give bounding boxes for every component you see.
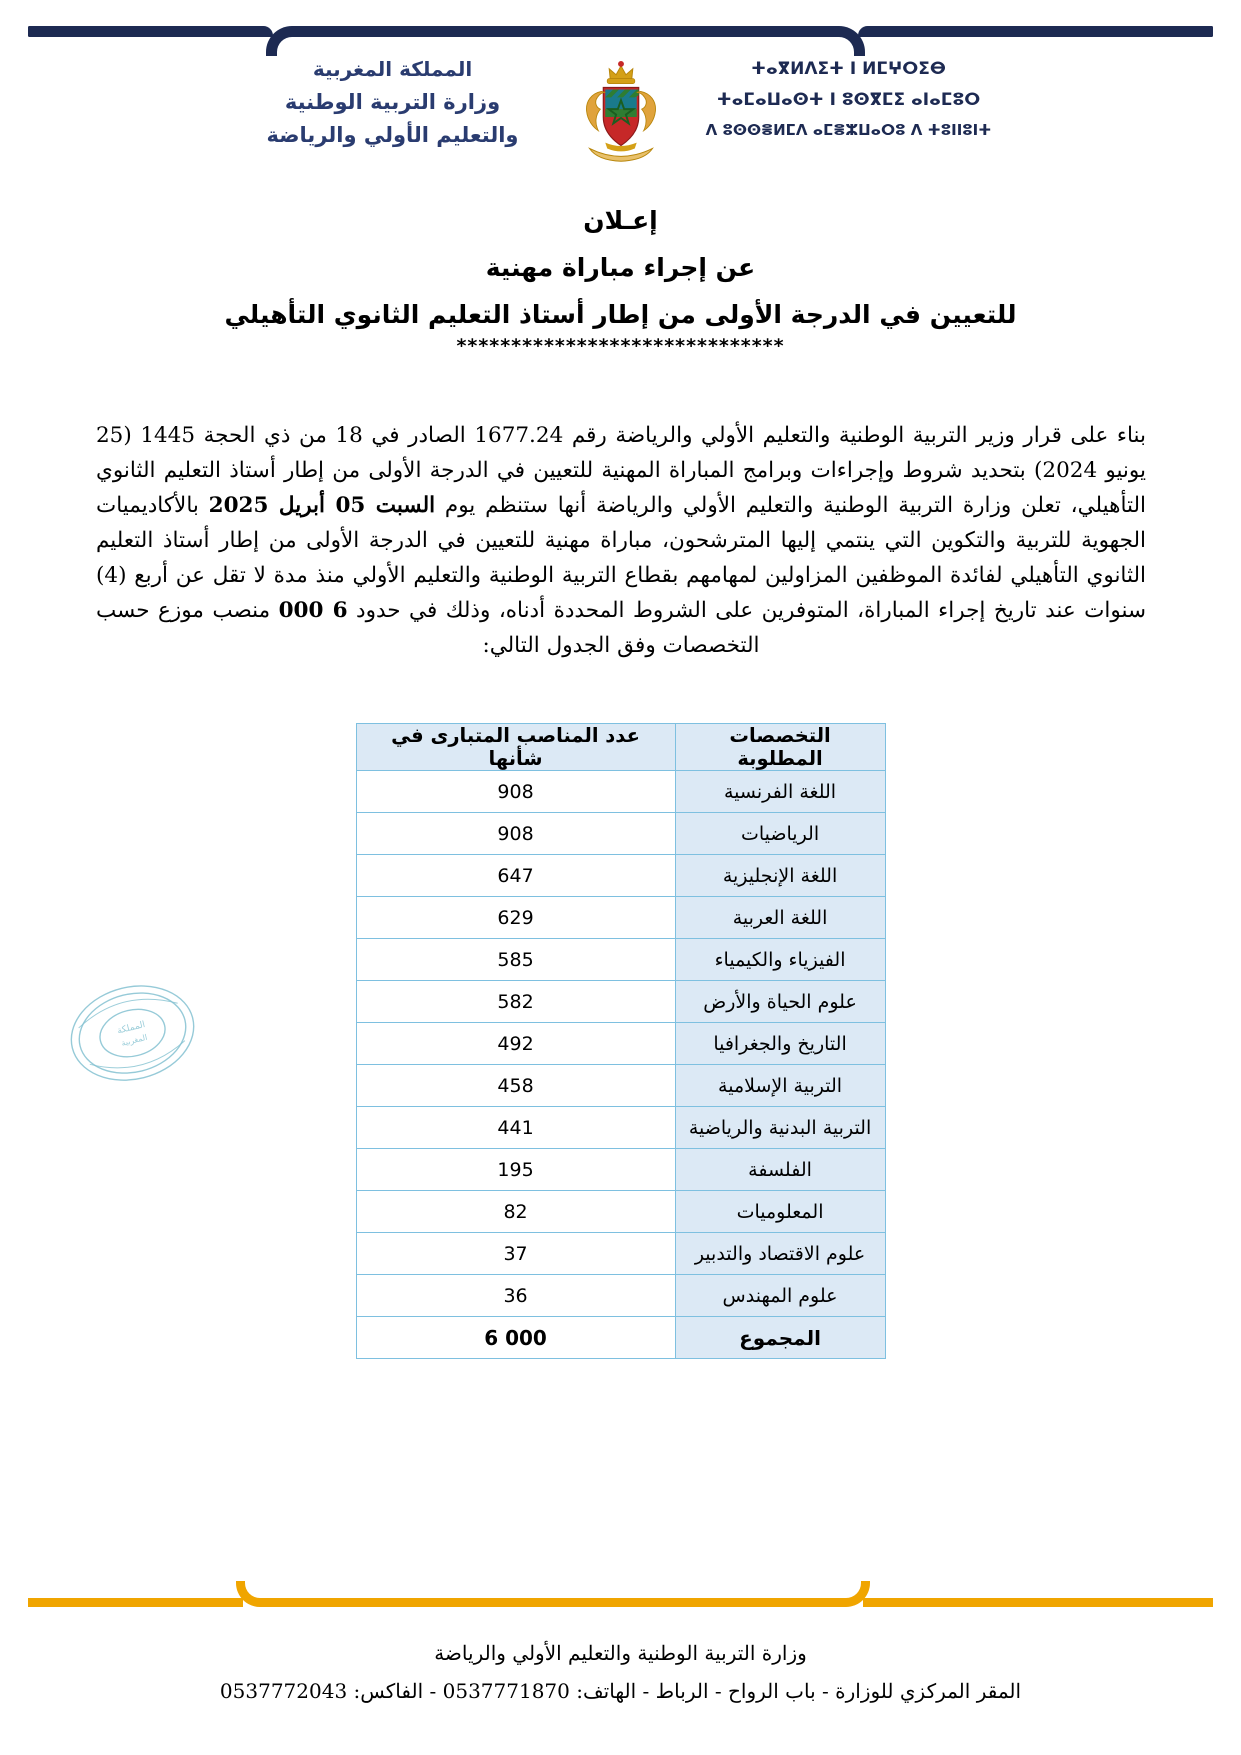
svg-text:المملكة: المملكة <box>116 1019 147 1037</box>
cell-posts: 647 <box>356 855 675 897</box>
cell-posts: 195 <box>356 1149 675 1191</box>
cell-posts: 629 <box>356 897 675 939</box>
cell-posts: 582 <box>356 981 675 1023</box>
table-row <box>356 771 885 813</box>
letterhead-arabic-line-1: المملكة المغربية <box>312 57 473 81</box>
cell-posts: 908 <box>356 813 675 855</box>
cell-specialty: الفيزياء والكيمياء <box>675 939 885 981</box>
frame-bottom-curve <box>236 1581 870 1607</box>
cell-specialty: علوم الاقتصاد والتدبير <box>675 1233 885 1275</box>
cell-specialty: اللغة الفرنسية <box>675 771 885 813</box>
cell-specialty: التربية البدنية والرياضية <box>675 1107 885 1149</box>
table-row <box>356 1065 885 1107</box>
cell-specialty: علوم الحياة والأرض <box>675 981 885 1023</box>
svg-text:المغربية: المغربية <box>120 1032 149 1048</box>
footer-contact-info: المقر المركزي للوزارة - باب الرواح - الرباط - الهاتف: 0537771870 - الفاكس: 0537772043 <box>219 1679 1022 1703</box>
table-header-row <box>356 724 885 771</box>
frame-top-curve <box>266 26 865 56</box>
announcement-body <box>96 418 1146 663</box>
table-row <box>356 1107 885 1149</box>
cell-posts: 82 <box>356 1191 675 1233</box>
cell-specialty: المعلوميات <box>675 1191 885 1233</box>
table-row <box>356 939 885 981</box>
letterhead <box>0 56 1241 176</box>
cell-specialty: الرياضيات <box>675 813 885 855</box>
letterhead-arabic-block <box>238 56 548 150</box>
cell-total-posts: 6 000 <box>356 1317 675 1359</box>
cell-posts: 37 <box>356 1233 675 1275</box>
letterhead-arabic-line-3: والتعليم الأولي والرياضة <box>266 123 519 148</box>
body-emphasis: السبت 05 أبريل 2025 <box>208 493 436 518</box>
table-row <box>356 1233 885 1275</box>
cell-posts: 458 <box>356 1065 675 1107</box>
cell-posts: 585 <box>356 939 675 981</box>
letterhead-tifinagh-line-3: ⴷ ⵓⵙⵙⴻⵍⵎⴷ ⴰⵎⴻⵣⵡⴰⵔⵓ ⴷ ⵜⵓⵏⵏⵓⵏⵜ <box>705 120 992 139</box>
subtitle-grade: للتعيين في الدرجة الأولى من إطار أستاذ التعليم الثانوي التأهيلي <box>224 300 1017 329</box>
posts-distribution-table <box>356 723 886 1359</box>
morocco-coat-of-arms-icon <box>562 58 680 176</box>
cell-specialty: التاريخ والجغرافيا <box>675 1023 885 1065</box>
cell-specialty: الفلسفة <box>675 1149 885 1191</box>
table-row <box>356 813 885 855</box>
footer-ministry-name: وزارة التربية الوطنية والتعليم الأولي والرياضة <box>434 1641 807 1665</box>
table-row <box>356 897 885 939</box>
posts-table-wrapper <box>0 723 1241 1359</box>
body-emphasis: 6 000 <box>278 598 348 623</box>
column-header-posts: عدد المناصب المتبارى في شأنها <box>356 724 675 771</box>
frame-top-bar-right <box>858 26 1213 37</box>
cell-specialty: اللغة الإنجليزية <box>675 855 885 897</box>
cell-specialty: علوم المهندس <box>675 1275 885 1317</box>
frame-bottom-bar-left <box>28 1598 243 1607</box>
frame-bottom-bar-right <box>863 1598 1213 1607</box>
letterhead-tifinagh-block <box>694 56 1004 142</box>
letterhead-arabic-line-2: وزارة التربية الوطنية <box>284 90 501 114</box>
frame-top-bar-left <box>28 26 273 37</box>
page-frame-top <box>28 26 1213 52</box>
letterhead-tifinagh-line-1: ⵜⴰⴳⵍⴷⵉⵜ ⵏ ⵍⵎⵖⵔⵉⴱ <box>751 59 946 79</box>
cell-specialty: اللغة العربية <box>675 897 885 939</box>
table-row <box>356 1149 885 1191</box>
body-text: بالأكاديميات الجهوية للتربية والتكوين التي ينتمي إليها المترشحون، مباراة مهنية للتعيين في الدرجة الأولى من إطار أستاذ التعليم الثانوي التأهيلي لفائدة الموظفين المزاولين لمهامهم بقطاع التربية الوطنية والتعليم الأولي منذ مدة لا تقل عن أربع (4) سنوات عند تاريخ إجراء المباراة، المتوفرين على الشروط المحددة أدناه، وذلك في حدود <box>96 493 1146 623</box>
table-total-row <box>356 1317 885 1359</box>
page-footer <box>0 1641 1241 1703</box>
title-separator: ****************************** <box>456 335 785 357</box>
body-text: منصب موزع حسب التخصصات وفق الجدول التالي: <box>96 598 760 658</box>
subtitle-purpose: عن إجراء مباراة مهنية <box>485 253 756 282</box>
cell-posts: 908 <box>356 771 675 813</box>
table-body <box>356 771 885 1359</box>
cell-posts: 36 <box>356 1275 675 1317</box>
page-title: إعـلان <box>583 206 658 235</box>
table-row <box>356 981 885 1023</box>
announcement-titles <box>0 206 1241 357</box>
column-header-specialty: التخصصات المطلوبة <box>675 724 885 771</box>
cell-specialty: التربية الإسلامية <box>675 1065 885 1107</box>
page-frame-bottom <box>28 1577 1213 1607</box>
table-row <box>356 855 885 897</box>
table-row <box>356 1191 885 1233</box>
table-row <box>356 1275 885 1317</box>
letterhead-tifinagh-line-2: ⵜⴰⵎⴰⵡⴰⵙⵜ ⵏ ⵓⵙⴳⵎⵉ ⴰⵏⴰⵎⵓⵔ <box>716 90 981 111</box>
cell-total-label: المجموع <box>675 1317 885 1359</box>
cell-posts: 492 <box>356 1023 675 1065</box>
cell-posts: 441 <box>356 1107 675 1149</box>
table-row <box>356 1023 885 1065</box>
body-text: بناء على قرار وزير التربية الوطنية والتعليم الأولي والرياضة رقم 1677.24 الصادر في 18 من ذي الحجة 1445 (25 يونيو 2024) بتحديد شروط وإجراءات وبرامج المباراة المهنية للتعيين في الدرجة الأولى من إطار أستاذ التعليم الثانوي التأهيلي، تعلن وزارة التربية الوطنية والتعليم الأولي والرياضة أنها ستنظم يوم <box>96 423 1147 518</box>
